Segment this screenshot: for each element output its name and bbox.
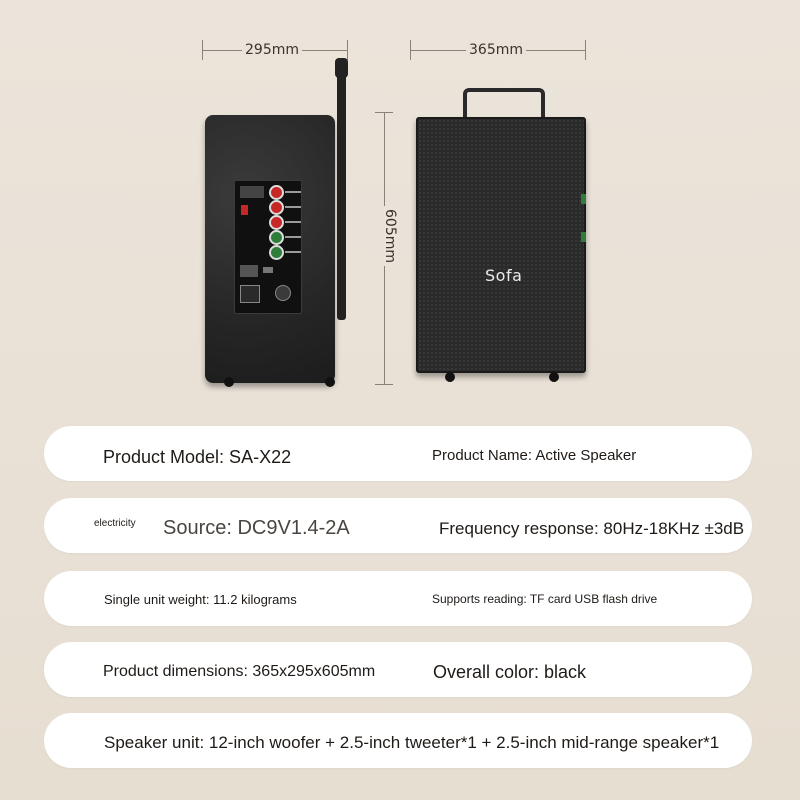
treble-knob-icon (269, 215, 284, 230)
trolley-handle (337, 58, 346, 320)
power-source: Source: DC9V1.4-2A (163, 517, 350, 539)
wheel-icon (445, 372, 455, 382)
control-panel (234, 180, 302, 314)
depth-label: 365mm (466, 42, 526, 58)
spec-row-model (44, 426, 752, 481)
bass-knob-icon (269, 200, 284, 215)
unit-weight: Single unit weight: 11.2 kilograms (104, 592, 297, 607)
overall-color: Overall color: black (433, 662, 587, 682)
brand-logo: Sofa (485, 266, 523, 285)
wheel-icon (224, 377, 234, 387)
source-tag: electricity (94, 518, 136, 529)
speaker-unit: Speaker unit: 12-inch woofer + 2.5-inch tweeter*1 + 2.5-inch mid-range speaker*1 (104, 733, 720, 752)
spec-row-dimensions (44, 642, 752, 697)
mic-knob-icon (269, 230, 284, 245)
product-name: Product Name: Active Speaker (432, 447, 637, 464)
echo-knob-icon (269, 245, 284, 260)
spec-row-weight (44, 571, 752, 626)
spec-row-speaker-unit (44, 713, 752, 768)
wheel-icon (325, 377, 335, 387)
height-label: 605mm (382, 206, 398, 266)
width-label: 295mm (242, 42, 302, 58)
product-model: Product Model: SA-X22 (103, 447, 292, 467)
wheel-icon (549, 372, 559, 382)
frequency-response: Frequency response: 80Hz-18KHz ±3dB (439, 519, 745, 538)
supports-reading: Supports reading: TF card USB flash drive (432, 592, 658, 606)
spec-row-source (44, 498, 752, 553)
speaker-grille (416, 117, 586, 373)
volume-knob-icon (269, 185, 284, 200)
product-dimensions: Product dimensions: 365x295x605mm (103, 663, 376, 680)
